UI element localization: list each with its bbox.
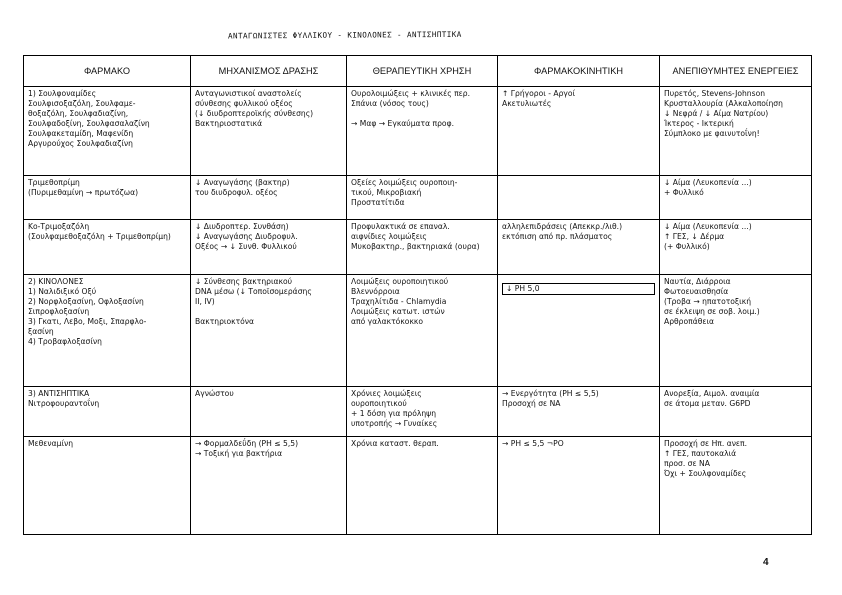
cell-line: Σπάνια (νόσος τους)	[351, 99, 429, 109]
cell-line: Οξείες λοιμώξεις ουροποιη-	[351, 178, 458, 187]
cell-line: Χρόνιες λοιμώξεις	[351, 389, 422, 398]
cell-line: (Τροβα → ηπατοτοξική	[664, 297, 752, 307]
cell-line: ↓ Διυδροπτερ. Συνθάση)	[195, 222, 289, 231]
cell-line: ↑ ΓΕΣ, ↓ Δέρμα	[664, 232, 725, 242]
cell-line: Κρυσταλλουρία (Αλκαλοποίηση	[664, 99, 783, 109]
cell-line: ↓ Αναγωγάσης Διυδροφυλ.	[195, 232, 298, 242]
cell-line: σε έκλειψη σε σοβ. λοιμ.)	[664, 307, 760, 317]
cell-line: Αργυρούχος Σουλφαδιαζίνη	[28, 139, 133, 149]
cell-line: → Ενεργότητα (PH ≤ 5,5)	[502, 389, 599, 398]
drug-cell	[24, 437, 191, 535]
cell-line: Τριμεθοπρίμη	[28, 178, 80, 187]
cell-line	[195, 307, 342, 317]
cell-line: Κο-Τριμοξαζόλη	[28, 222, 90, 231]
therapeutic-use-cell	[347, 275, 498, 387]
cell-line: (↓ διυδροπτεροϊκής σύνθεσης)	[195, 109, 314, 119]
adverse-effects-cell	[660, 387, 812, 437]
cell-line: DNA μέσω (↓ Τοποϊσομεράσης	[195, 287, 312, 297]
cell-line: 4) Τροβαφλοξασίνη	[28, 337, 102, 347]
mechanism-cell	[191, 437, 347, 535]
cell-line: Λοιμώξεις κατωτ. ιστών	[351, 307, 445, 317]
cell-line: ↑ Γρήγοροι - Αργοί	[502, 89, 576, 98]
cell-line: Οξέος → ↓ Συνθ. Φυλλικού	[195, 242, 297, 252]
cell-line: → Μαφ → Εγκαύματα προφ.	[351, 119, 454, 129]
cell-line: ↑ ΓΕΣ, παυτοκαλιά	[664, 449, 737, 459]
table-row	[24, 387, 812, 437]
cell-line: αιφνίδιες λοιμώξεις	[351, 232, 427, 242]
cell-line: Βλεννόρροια	[351, 287, 400, 297]
cell-line: ↓ Αναγωγάσης (βακτηρ)	[195, 178, 290, 187]
mechanism-cell	[191, 275, 347, 387]
cell-line: 1) Ναλιδιξικό Οξύ	[28, 287, 97, 297]
cell-line: 3) Γκατι, Λεβο, Μοξι, Σπαρφλο-	[28, 317, 147, 327]
cell-line: Μυκοβακτηρ., βακτηριακά (ουρα)	[351, 242, 480, 252]
cell-line: ↓ Σύνθεσης βακτηριακού	[195, 277, 293, 286]
cell-line	[351, 109, 493, 119]
header-drug: ΦΑΡΜΑΚΟ	[24, 56, 191, 87]
cell-line: Σουλφακεταμίδη, Μαφενίδη	[28, 129, 134, 139]
cell-line: ↓ Νεφρά / ↓ Αίμα Νατρίου)	[664, 109, 769, 119]
table-row	[24, 176, 812, 220]
cell-line: Αγνώστου	[195, 389, 234, 398]
cell-line: σύνθεσης φυλλικού οξέος	[195, 99, 293, 109]
therapeutic-use-cell	[347, 176, 498, 220]
document-title: ΑΝΤΑΓΩΝΙΣΤΕΣ ΦΥΛΛΙΚΟΥ - ΚΙΝΟΛΟΝΕΣ - ΑΝΤΙΣΗΠΤΙΚΑ	[227, 29, 462, 41]
mechanism-cell	[191, 220, 347, 275]
therapeutic-use-cell	[347, 387, 498, 437]
cell-line: (+ Φυλλικό)	[664, 242, 710, 252]
cell-line: 3) ΑΝΤΙΣΗΠΤΙΚΑ	[28, 389, 90, 398]
cell-line: Προσοχή σε ΝΑ	[502, 399, 561, 409]
cell-line: αλληλεπιδράσεις (Απεκκρ./λιθ.)	[502, 222, 623, 231]
cell-line: προσ. σε ΝΑ	[664, 459, 710, 469]
pharmacokinetics-cell	[498, 87, 660, 176]
cell-line: → Τοξική για βακτήρια	[195, 449, 283, 459]
cell-line: Μεθεναμίνη	[28, 439, 74, 448]
cell-line: + Φυλλικό	[664, 188, 704, 198]
cell-line: Ανορεξία, Αιμολ. αναιμία	[664, 389, 760, 398]
mechanism-cell	[191, 87, 347, 176]
cell-line: θοξαζόλη, Σουλφαδιαζίνη,	[28, 109, 129, 119]
cell-line: Σουλφισοξαζόλη, Σουλφαμε-	[28, 99, 136, 109]
cell-line: τικού, Μικροβιακή	[351, 188, 422, 198]
cell-line: 2) Νορφλοξασίνη, Οφλοξασίνη	[28, 297, 144, 307]
cell-line: Λοιμώξεις ουροποιητικού	[351, 277, 449, 286]
pharmacokinetics-cell	[498, 176, 660, 220]
cell-line: Νιτροφουραντοΐνη	[28, 399, 100, 409]
cell-line: Ναυτία, Διάρροια	[664, 277, 731, 286]
table-row	[24, 87, 812, 176]
table-row	[24, 437, 812, 535]
header-pharmacokinetics: ΦΑΡΜΑΚΟΚΙΝΗΤΙΚΗ	[498, 56, 660, 87]
cell-line: σε άτομα μεταν. G6PD	[664, 399, 751, 409]
cell-line: ↓ Αίμα (Λευκοπενία ...)	[664, 178, 752, 187]
cell-line: Προσοχή σε Ηπ. ανεπ.	[664, 439, 748, 448]
header-therapeutic-use: ΘΕΡΑΠΕΥΤΙΚΗ ΧΡΗΣΗ	[347, 56, 498, 87]
cell-line: Σιπροφλοξασίνη	[28, 307, 90, 317]
table-row	[24, 220, 812, 275]
cell-line: ↓ PH 5,0	[502, 283, 655, 295]
cell-line: Προφυλακτικά σε επαναλ.	[351, 222, 450, 231]
adverse-effects-cell	[660, 176, 812, 220]
cell-line: → PH ≤ 5,5 ¬ΡΟ	[502, 439, 564, 448]
cell-line: Τραχηλίτιδα - Chlamydia	[351, 297, 447, 307]
cell-line: 1) Σουλφοναμίδες	[28, 89, 97, 98]
drug-cell	[24, 220, 191, 275]
header-mechanism: ΜΗΧΑΝΙΣΜΟΣ ΔΡΑΣΗΣ	[191, 56, 347, 87]
adverse-effects-cell	[660, 275, 812, 387]
cell-line: Βακτηριοκτόνα	[195, 317, 255, 327]
header-row	[24, 56, 812, 87]
cell-line: Προστατίτιδα	[351, 198, 405, 208]
adverse-effects-cell	[660, 87, 812, 176]
therapeutic-use-cell	[347, 437, 498, 535]
drug-cell	[24, 87, 191, 176]
cell-line: → Φορμαλδεΰδη (PH ≤ 5,5)	[195, 439, 299, 448]
cell-line: εκτόπιση από πρ. πλάσματος	[502, 232, 613, 242]
mechanism-cell	[191, 387, 347, 437]
cell-line: Βακτηριοστατικά	[195, 119, 263, 129]
therapeutic-use-cell	[347, 220, 498, 275]
page-number: 4	[763, 557, 769, 568]
drug-cell	[24, 275, 191, 387]
mechanism-cell	[191, 176, 347, 220]
cell-line: Αρθροπάθεια	[664, 317, 715, 327]
header-adverse-effects: ΑΝΕΠΙΘΥΜΗΤΕΣ ΕΝΕΡΓΕΙΕΣ	[660, 56, 812, 87]
cell-line: Σύμπλοκο με φαινυτοΐνη!	[664, 129, 760, 139]
pharmacokinetics-cell	[498, 275, 660, 387]
cell-line: Φωτοευαισθησία	[664, 287, 729, 297]
drug-cell	[24, 387, 191, 437]
pharmacokinetics-cell	[498, 387, 660, 437]
therapeutic-use-cell	[347, 87, 498, 176]
drug-cell	[24, 176, 191, 220]
table-row	[24, 275, 812, 387]
cell-line: Ίκτερος - Ικτερική	[664, 119, 734, 129]
cell-line: Ακετυλιωτές	[502, 99, 552, 109]
pharmacology-table	[23, 55, 812, 535]
cell-line: Πυρετός, Stevens-Johnson	[664, 89, 766, 98]
cell-line: (Πυριμεθαμίνη → πρωτόζωα)	[28, 188, 139, 198]
cell-line: ↓ Αίμα (Λευκοπενία ...)	[664, 222, 752, 231]
cell-line: από γαλακτόκοκκο	[351, 317, 424, 327]
cell-line: (Σουλφαμεθοξαζόλη + Τριμεθοπρίμη)	[28, 232, 171, 242]
cell-line: ξασίνη	[28, 327, 54, 337]
pharmacokinetics-cell	[498, 220, 660, 275]
cell-line: ουροποιητικού	[351, 399, 407, 409]
adverse-effects-cell	[660, 220, 812, 275]
cell-line: Ανταγωνιστικοί αναστολείς	[195, 89, 302, 98]
cell-line: του διυδροφυλ. οξέος	[195, 188, 278, 198]
cell-line: Όχι + Σουλφοναμίδες	[664, 469, 747, 479]
cell-line: Σουλφαδοξίνη, Σουλφασαλαζίνη	[28, 119, 150, 129]
adverse-effects-cell	[660, 437, 812, 535]
cell-line: II, IV)	[195, 297, 215, 307]
cell-line: + 1 δόση για πρόληψη	[351, 409, 437, 419]
cell-line: Χρόνια καταστ. θεραπ.	[351, 439, 439, 448]
cell-line: 2) ΚΙΝΟΛΟΝΕΣ	[28, 277, 84, 286]
cell-line: Ουρολοιμώξεις + κλινικές περ.	[351, 89, 471, 98]
pharmacokinetics-cell	[498, 437, 660, 535]
cell-line: υποτροπής → Γυναίκες	[351, 419, 438, 429]
